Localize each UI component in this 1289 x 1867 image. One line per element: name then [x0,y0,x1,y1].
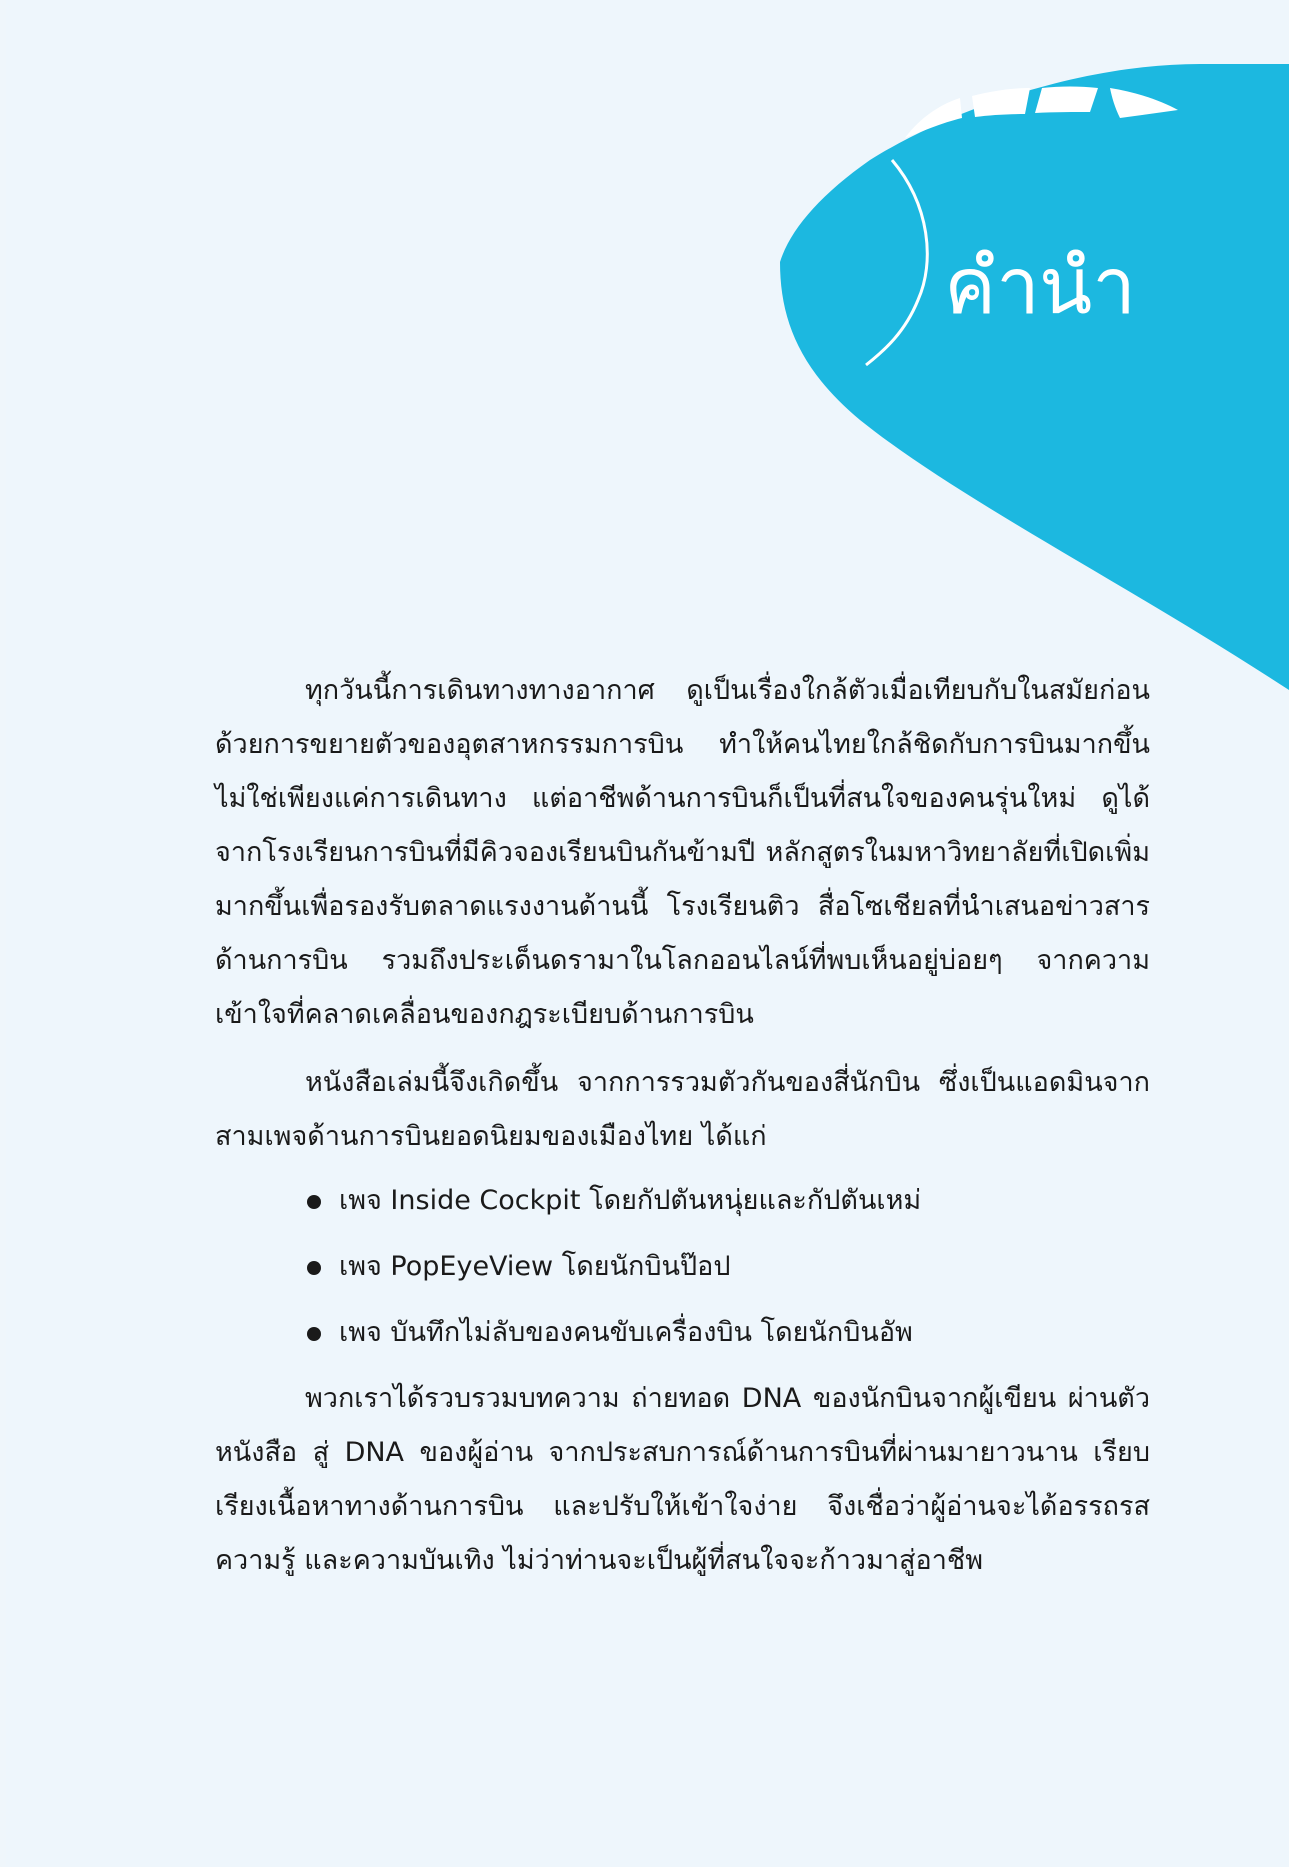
cockpit-window-3 [1035,87,1098,114]
aircraft-nose-body [780,64,1289,690]
list-item [307,1240,1150,1294]
foreword-body [215,664,1150,1588]
page-list [215,1174,1150,1360]
list-item-text: เพจ บันทึกไม่ลับของคนขับเครื่องบิน โดยนักบินอัพ [339,1317,913,1348]
bullet-icon [307,1261,321,1275]
list-item [307,1306,1150,1360]
page-title: คำนำ [944,242,1136,332]
paragraph-book-origin: หนังสือเล่มนี้จึงเกิดขึ้น จากการรวมตัวกันของสี่นักบิน ซึ่งเป็นแอดมินจากสามเพจด้านการบินยอดนิยมของเมืองไทย ได้แก่ [215,1067,1150,1152]
paragraph-dna: พวกเราได้รวบรวมบทความ ถ่ายทอด DNA ของนักบินจากผู้เขียน ผ่านตัวหนังสือ สู่ DNA ของผู้อ่าน จากประสบการณ์ด้านการบินที่ผ่านมายาวนาน เรียบเรียงเนื้อหาทางด้านการบิน และปรับให้เข้าใจง่าย จึงเชื่อว่าผู้อ่านจะได้อรรถรส ความรู้ และความบันเทิง ไม่ว่าท่านจะเป็นผู้ที่สนใจจะก้าวมาสู่อาชีพ [215,1383,1150,1576]
paragraph-intro: ทุกวันนี้การเดินทางทางอากาศ ดูเป็นเรื่องใกล้ตัวเมื่อเทียบกับในสมัยก่อน ด้วยการขยายตัวของอุตสาหกรรมการบิน ทำให้คนไทยใกล้ชิดกับการบินมากขึ้น ไม่ใช่เพียงแค่การเดินทาง แต่อาชีพด้านการบินก็เป็นที่สนใจของคนรุ่นใหม่ ดูได้จากโรงเรียนการบินที่มีคิวจองเรียนบินกันข้ามปี หลักสูตรในมหาวิทยาลัยที่เปิดเพิ่มมากขึ้นเพื่อรองรับตลาดแรงงานด้านนี้ โรงเรียนติว สื่อโซเชียลที่นำเสนอข่าวสารด้านการบิน รวมถึงประเด็นดรามาในโลกออนไลน์ที่พบเห็นอยู่บ่อยๆ จากความเข้าใจที่คลาดเคลื่อนของกฎระเบียบด้านการบิน [215,675,1150,1030]
bullet-icon [307,1195,321,1209]
cockpit-window-2 [972,88,1030,117]
list-item-text: เพจ Inside Cockpit โดยกัปตันหนุ่ยและกัปตันเหม่ [339,1185,922,1216]
aircraft-nose-illustration [0,0,1289,700]
bullet-icon [307,1327,321,1341]
list-item-text: เพจ PopEyeView โดยนักบินป๊อป [339,1251,731,1282]
list-item [307,1174,1150,1228]
